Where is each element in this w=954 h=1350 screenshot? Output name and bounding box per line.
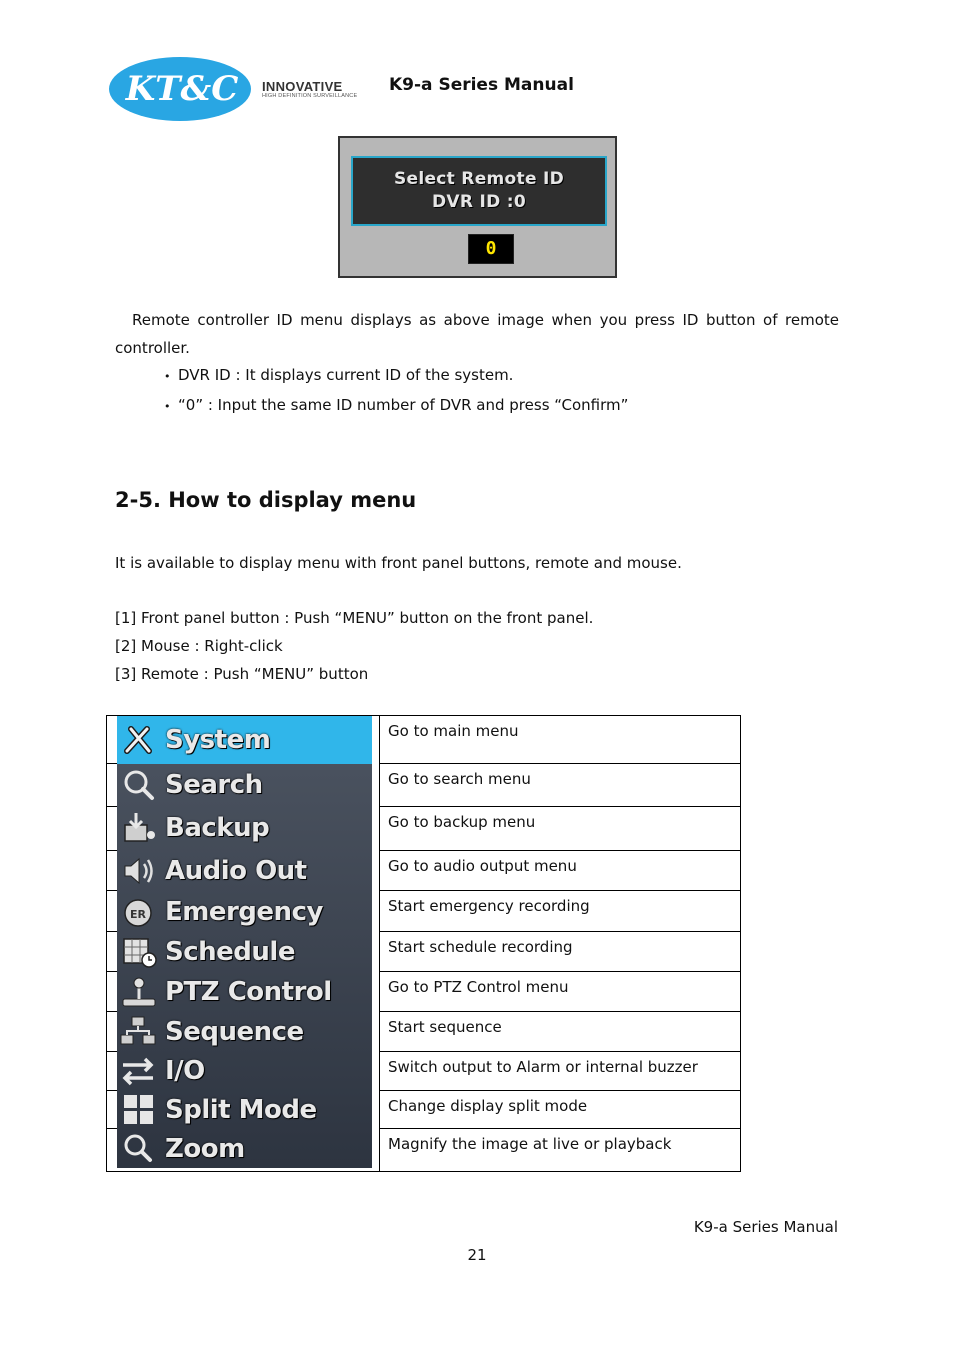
row-separator <box>107 1051 117 1052</box>
logo-innovative: INNOVATIVE <box>262 79 343 94</box>
menu-table <box>106 715 741 1172</box>
menu-item-zoom[interactable] <box>117 1130 372 1168</box>
menu-item-schedule[interactable] <box>117 932 372 972</box>
menu-label: Split Mode <box>165 1095 317 1125</box>
split-grid-icon <box>119 1093 159 1127</box>
menu-label: I/O <box>165 1056 205 1086</box>
method-list <box>115 604 593 688</box>
sequence-icon <box>119 1015 159 1049</box>
menu-label: Zoom <box>165 1134 245 1164</box>
dialog-title: Select Remote ID <box>393 169 565 189</box>
menu-label: System <box>165 725 271 755</box>
dialog-panel <box>351 156 607 226</box>
menu-label: Audio Out <box>165 856 307 886</box>
backup-icon <box>119 811 159 845</box>
row-separator <box>107 971 117 972</box>
description-cell: Go to backup menu <box>380 806 740 850</box>
row-separator <box>107 806 117 807</box>
description-cell: Magnify the image at live or playback <box>380 1128 740 1171</box>
menu-item-split-mode[interactable] <box>117 1090 372 1130</box>
dialog-id-input[interactable]: 0 <box>468 234 514 264</box>
logo-tagline: HIGH DEFINITION SURVEILLANCE <box>262 93 358 99</box>
row-separator <box>107 890 117 891</box>
tools-icon <box>119 723 159 757</box>
magnifier-icon <box>119 768 159 802</box>
row-separator <box>107 1128 117 1129</box>
joystick-icon <box>119 975 159 1009</box>
dialog-dvr-id: DVR ID :0 <box>432 192 526 212</box>
bullet-text: DVR ID : It displays current ID of the system. <box>178 366 514 384</box>
menu-item-io[interactable] <box>117 1052 372 1090</box>
row-separator <box>107 850 117 851</box>
menu-item-audio-out[interactable] <box>117 850 372 892</box>
menu-item-backup[interactable] <box>117 806 372 850</box>
row-separator <box>107 931 117 932</box>
method-item: [1] Front panel button : Push “MENU” button on the front panel. <box>115 609 594 627</box>
zoom-icon <box>119 1132 159 1166</box>
svg-text:ER: ER <box>130 908 146 921</box>
description-cell: Go to audio output menu <box>380 850 740 890</box>
menu-item-search[interactable] <box>117 764 372 806</box>
remote-id-dialog <box>338 136 617 278</box>
calendar-clock-icon <box>119 935 159 969</box>
description-cell: Go to search menu <box>380 763 740 806</box>
description-cell: Go to PTZ Control menu <box>380 971 740 1011</box>
bullet-dot: • <box>164 370 171 383</box>
page-number: 21 <box>467 1246 487 1264</box>
logo-wordmark: KT&C <box>125 69 239 109</box>
row-separator <box>107 1090 117 1091</box>
bullet-item <box>164 391 628 421</box>
bullet-text: “0” : Input the same ID number of DVR and press “Confirm” <box>178 396 629 414</box>
speaker-icon <box>119 854 159 888</box>
intro-paragraph: Remote controller ID menu displays as above image when you press ID button of remote controller. <box>115 311 839 357</box>
method-item: [2] Mouse : Right-click <box>115 637 283 655</box>
menu-label: Schedule <box>165 937 295 967</box>
description-cell: Go to main menu <box>388 722 519 740</box>
section-title: 2-5. How to display menu <box>115 488 417 512</box>
arrows-io-icon <box>119 1054 159 1088</box>
availability-text: It is available to display menu with front panel buttons, remote and mouse. <box>115 554 682 572</box>
bullet-item <box>164 361 628 391</box>
method-item: [3] Remote : Push “MENU” button <box>115 665 369 683</box>
logo-subtitle <box>262 80 372 100</box>
description-cell: Start sequence <box>380 1011 740 1051</box>
menu-screenshot <box>107 716 380 1171</box>
description-cell: Start schedule recording <box>380 931 740 971</box>
menu-item-ptz-control[interactable] <box>117 972 372 1012</box>
intro-bullets <box>164 361 628 421</box>
menu-item-system[interactable] <box>117 716 372 764</box>
menu-label: PTZ Control <box>165 977 332 1007</box>
description-column <box>380 716 740 1171</box>
header-title: K9-a Series Manual <box>389 75 574 95</box>
bullet-dot: • <box>164 400 171 413</box>
menu-label: Sequence <box>165 1017 304 1047</box>
menu-strip <box>117 716 372 1168</box>
row-separator <box>107 763 117 764</box>
description-cell: Change display split mode <box>380 1090 740 1128</box>
footer-title: K9-a Series Manual <box>693 1218 838 1236</box>
row-separator <box>107 1011 117 1012</box>
menu-label: Emergency <box>165 897 323 927</box>
emergency-icon <box>119 895 159 929</box>
kt-c-logo <box>108 56 260 123</box>
menu-label: Backup <box>165 813 270 843</box>
description-cell: Start emergency recording <box>380 890 740 931</box>
menu-item-sequence[interactable] <box>117 1012 372 1052</box>
description-cell: Switch output to Alarm or internal buzzer <box>380 1051 740 1090</box>
menu-label: Search <box>165 770 263 800</box>
menu-item-emergency[interactable] <box>117 892 372 932</box>
